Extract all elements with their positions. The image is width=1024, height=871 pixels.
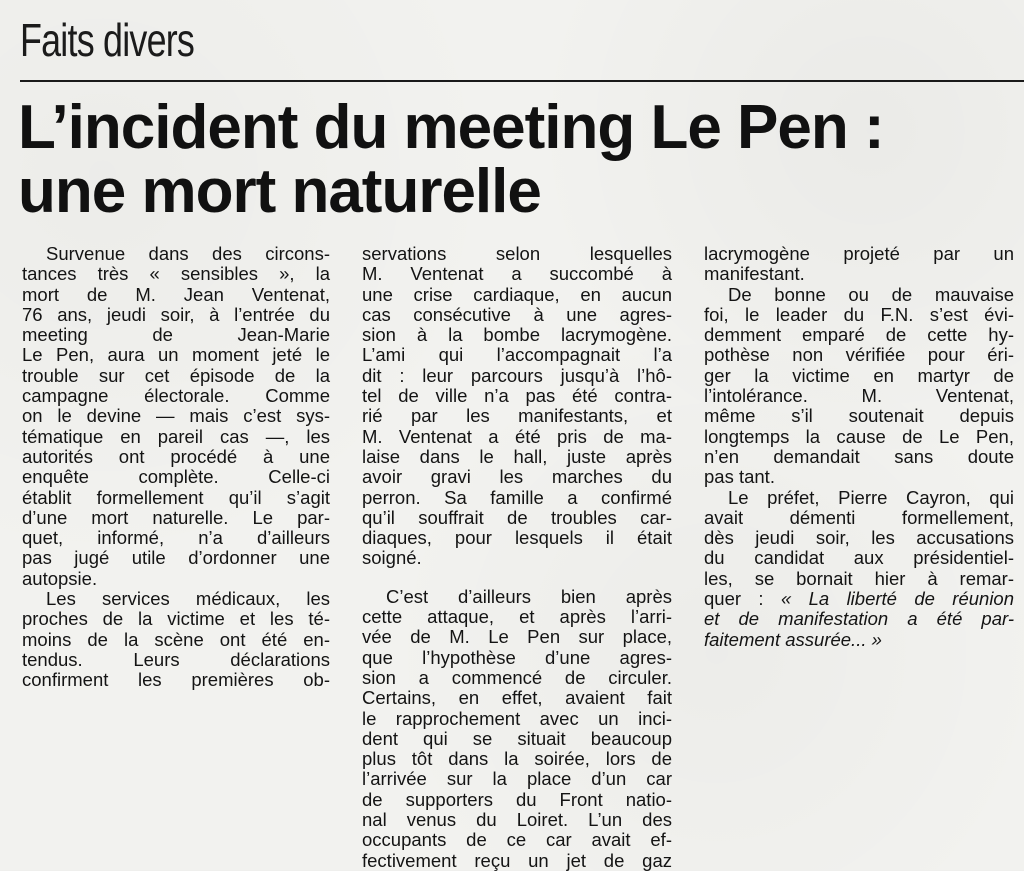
text-run: Les services médicaux, les	[46, 588, 330, 610]
article-text-line	[704, 264, 1014, 284]
article-column-2	[362, 244, 672, 871]
text-run: pas tant.	[704, 466, 775, 488]
article-text-line	[362, 688, 672, 708]
text-run: pas jugé utile d’ordonner une	[22, 547, 330, 569]
text-run: que l’hypothèse d’une agres-	[362, 646, 672, 668]
article-text-line	[22, 244, 330, 264]
text-run: lacrymogène projeté par un	[704, 243, 1014, 264]
text-run: l’arrivée sur la place d’un car	[362, 768, 672, 790]
article-text-line	[362, 709, 672, 729]
text-run: dit : leur parcours jusqu’à l’hô-	[362, 364, 672, 386]
article-text-line	[22, 650, 330, 670]
article-text-line	[704, 386, 1014, 406]
article-text-line	[362, 244, 672, 264]
article-text-line	[704, 609, 1014, 629]
text-run: avait démenti formellement,	[704, 506, 1014, 528]
text-run: pothèse non vérifiée pour éri-	[704, 344, 1014, 366]
headline-line-1: L’incident du meeting Le Pen :	[18, 93, 884, 162]
article-text-line	[362, 528, 672, 548]
text-run: l’intolérance. M. Ventenat,	[704, 385, 1014, 407]
text-run: cette attaque, et après l’arri-	[362, 606, 672, 628]
text-run: laise dans le hall, juste après	[362, 445, 672, 467]
text-run: sion à la bombe lacrymogène.	[362, 324, 672, 346]
text-run: on le devine — mais c’est sys-	[22, 405, 330, 427]
article-text-line	[22, 386, 330, 406]
text-run: Certains, en effet, avaient fait	[362, 687, 672, 709]
article-text-line	[362, 447, 672, 467]
text-run: n’en demandait sans doute	[704, 445, 1014, 467]
text-run: Le préfet, Pierre Cayron, qui	[728, 486, 1014, 508]
text-run: diaques, pour lesquels il était	[362, 527, 672, 549]
article-text-line	[22, 569, 330, 589]
text-run: foi, le leader du F.N. s’est évi-	[704, 303, 1014, 325]
section-rubric: Faits divers	[20, 14, 195, 66]
article-text-line	[22, 285, 330, 305]
quote-text-run: « La liberté de réunion	[780, 588, 1015, 610]
article-text-line	[22, 670, 330, 690]
article-text-line	[22, 447, 330, 467]
article-text-line	[362, 386, 672, 406]
text-run: servations selon lesquelles	[362, 243, 672, 264]
article-text-line	[22, 528, 330, 548]
text-run: trouble sur cet épisode de la	[22, 364, 330, 386]
article-text-line	[362, 668, 672, 688]
article-text-line	[362, 729, 672, 749]
quote-text-run: faitement assurée... »	[704, 628, 882, 650]
article-text-line	[704, 345, 1014, 365]
text-run: meeting de Jean-Marie	[22, 324, 330, 346]
text-run: C’est d’ailleurs bien après	[386, 585, 672, 607]
text-run: dent qui se situait beaucoup	[362, 727, 672, 749]
article-text-line	[704, 305, 1014, 325]
text-run: fectivement reçu un jet de gaz	[362, 849, 672, 871]
text-run: campagne électorale. Comme	[22, 385, 330, 407]
article-text-line	[22, 467, 330, 487]
section-divider	[20, 80, 1024, 82]
article-text-line	[22, 406, 330, 426]
text-run: longtemps la cause de Le Pen,	[704, 425, 1014, 447]
article-text-line	[362, 548, 672, 568]
article-column-3	[704, 244, 1014, 650]
article-text-line	[704, 285, 1014, 305]
article-text-line	[704, 589, 1014, 609]
text-run: sion a commencé de circuler.	[362, 666, 672, 688]
article-text-line	[704, 325, 1014, 345]
text-run: une crise cardiaque, en aucun	[362, 283, 672, 305]
quote-text-run: et de manifestation a été par-	[704, 608, 1014, 630]
article-text-line	[704, 508, 1014, 528]
text-run: nal venus du Loiret. L’un des	[362, 809, 672, 831]
article-text-line	[22, 630, 330, 650]
article-text-line	[704, 630, 1014, 650]
text-run: vée de M. Le Pen sur place,	[362, 626, 672, 648]
article-text-line	[362, 830, 672, 850]
article-headline	[18, 93, 1024, 226]
article-text-line	[22, 427, 330, 447]
text-run: cas consécutive à une agres-	[362, 303, 672, 325]
text-run: Le Pen, aura un moment jeté le	[22, 344, 330, 366]
text-run: Survenue dans des circons-	[46, 243, 330, 264]
text-run: soigné.	[362, 547, 422, 569]
text-run: M. Ventenat a été pris de ma-	[362, 425, 672, 447]
article-text-line	[22, 488, 330, 508]
article-text-line	[704, 427, 1014, 447]
text-run: moins de la scène ont été en-	[22, 628, 330, 650]
article-text-line	[362, 790, 672, 810]
text-run: confirment les premières ob-	[22, 669, 330, 691]
text-run: De bonne ou de mauvaise	[728, 283, 1014, 305]
text-run: autorités ont procédé à une	[22, 445, 330, 467]
article-text-line	[362, 345, 672, 365]
text-run: le rapprochement avec un inci-	[362, 707, 672, 729]
text-run: quer :	[704, 588, 781, 610]
text-run: plus tôt dans la soirée, lors de	[362, 748, 672, 770]
text-run: tel de ville n’a pas été contra-	[362, 385, 672, 407]
text-run: manifestant.	[704, 263, 805, 285]
article-text-line	[362, 264, 672, 284]
text-run: tendus. Leurs déclarations	[22, 648, 330, 670]
article-text-line	[362, 810, 672, 830]
article-text-line	[362, 627, 672, 647]
text-run: L’ami qui l’accompagnait l’a	[362, 344, 672, 366]
article-text-line	[362, 648, 672, 668]
article-text-line	[22, 589, 330, 609]
article-text-line	[362, 325, 672, 345]
article-text-line	[362, 851, 672, 871]
article-text-line	[362, 366, 672, 386]
article-text-line	[362, 769, 672, 789]
text-run: enquête complète. Celle-ci	[22, 466, 330, 488]
article-text-line	[704, 366, 1014, 386]
headline-line-2: une mort naturelle	[18, 157, 541, 226]
article-text-line	[704, 528, 1014, 548]
text-run: quet, informé, n’a d’ailleurs	[22, 527, 330, 549]
text-run: établit formellement qu’il s’agit	[22, 486, 330, 508]
text-run: demment emparé de cette hy-	[704, 324, 1014, 346]
article-text-line	[22, 366, 330, 386]
article-text-line	[22, 305, 330, 325]
text-run: dès jeudi soir, les accusations	[704, 527, 1014, 549]
article-text-line	[362, 749, 672, 769]
paragraph-gap	[362, 569, 672, 587]
article-text-line	[704, 467, 1014, 487]
text-run: même s’il soutenait depuis	[704, 405, 1014, 427]
article-text-line	[704, 244, 1014, 264]
text-run: 76 ans, jeudi soir, à l’entrée du	[22, 303, 330, 325]
article-text-line	[362, 406, 672, 426]
text-run: proches de la victime et les té-	[22, 608, 330, 630]
text-run: tématique en pareil cas —, les	[22, 425, 330, 447]
article-text-line	[362, 427, 672, 447]
text-run: M. Ventenat a succombé à	[362, 263, 672, 285]
article-text-line	[22, 508, 330, 528]
article-text-line	[704, 548, 1014, 568]
article-text-line	[362, 305, 672, 325]
article-text-line	[704, 569, 1014, 589]
article-text-line	[704, 406, 1014, 426]
text-run: de supporters du Front natio-	[362, 788, 672, 810]
text-run: mort de M. Jean Ventenat,	[22, 283, 330, 305]
text-run: qu’il souffrait de troubles car-	[362, 506, 672, 528]
article-column-1	[22, 244, 330, 691]
text-run: autopsie.	[22, 567, 98, 589]
text-run: d’une mort naturelle. Le par-	[22, 506, 330, 528]
article-text-line	[22, 345, 330, 365]
text-run: tances très « sensibles », la	[22, 263, 330, 285]
article-text-line	[22, 325, 330, 345]
article-text-line	[362, 508, 672, 528]
text-run: rié par les manifestants, et	[362, 405, 672, 427]
article-text-line	[704, 447, 1014, 467]
article-text-line	[362, 285, 672, 305]
article-text-line	[22, 609, 330, 629]
text-run: ger la victime en martyr de	[704, 364, 1014, 386]
text-run: du candidat aux présidentiel-	[704, 547, 1014, 569]
article-text-line	[362, 607, 672, 627]
text-run: avoir gravi les marches du	[362, 466, 672, 488]
text-run: occupants de ce car avait ef-	[362, 829, 672, 851]
article-text-line	[362, 587, 672, 607]
text-run: perron. Sa famille a confirmé	[362, 486, 672, 508]
text-run: les, se bornait hier à remar-	[704, 567, 1014, 589]
article-text-line	[22, 548, 330, 568]
article-text-line	[704, 488, 1014, 508]
article-text-line	[362, 467, 672, 487]
article-text-line	[362, 488, 672, 508]
article-text-line	[22, 264, 330, 284]
